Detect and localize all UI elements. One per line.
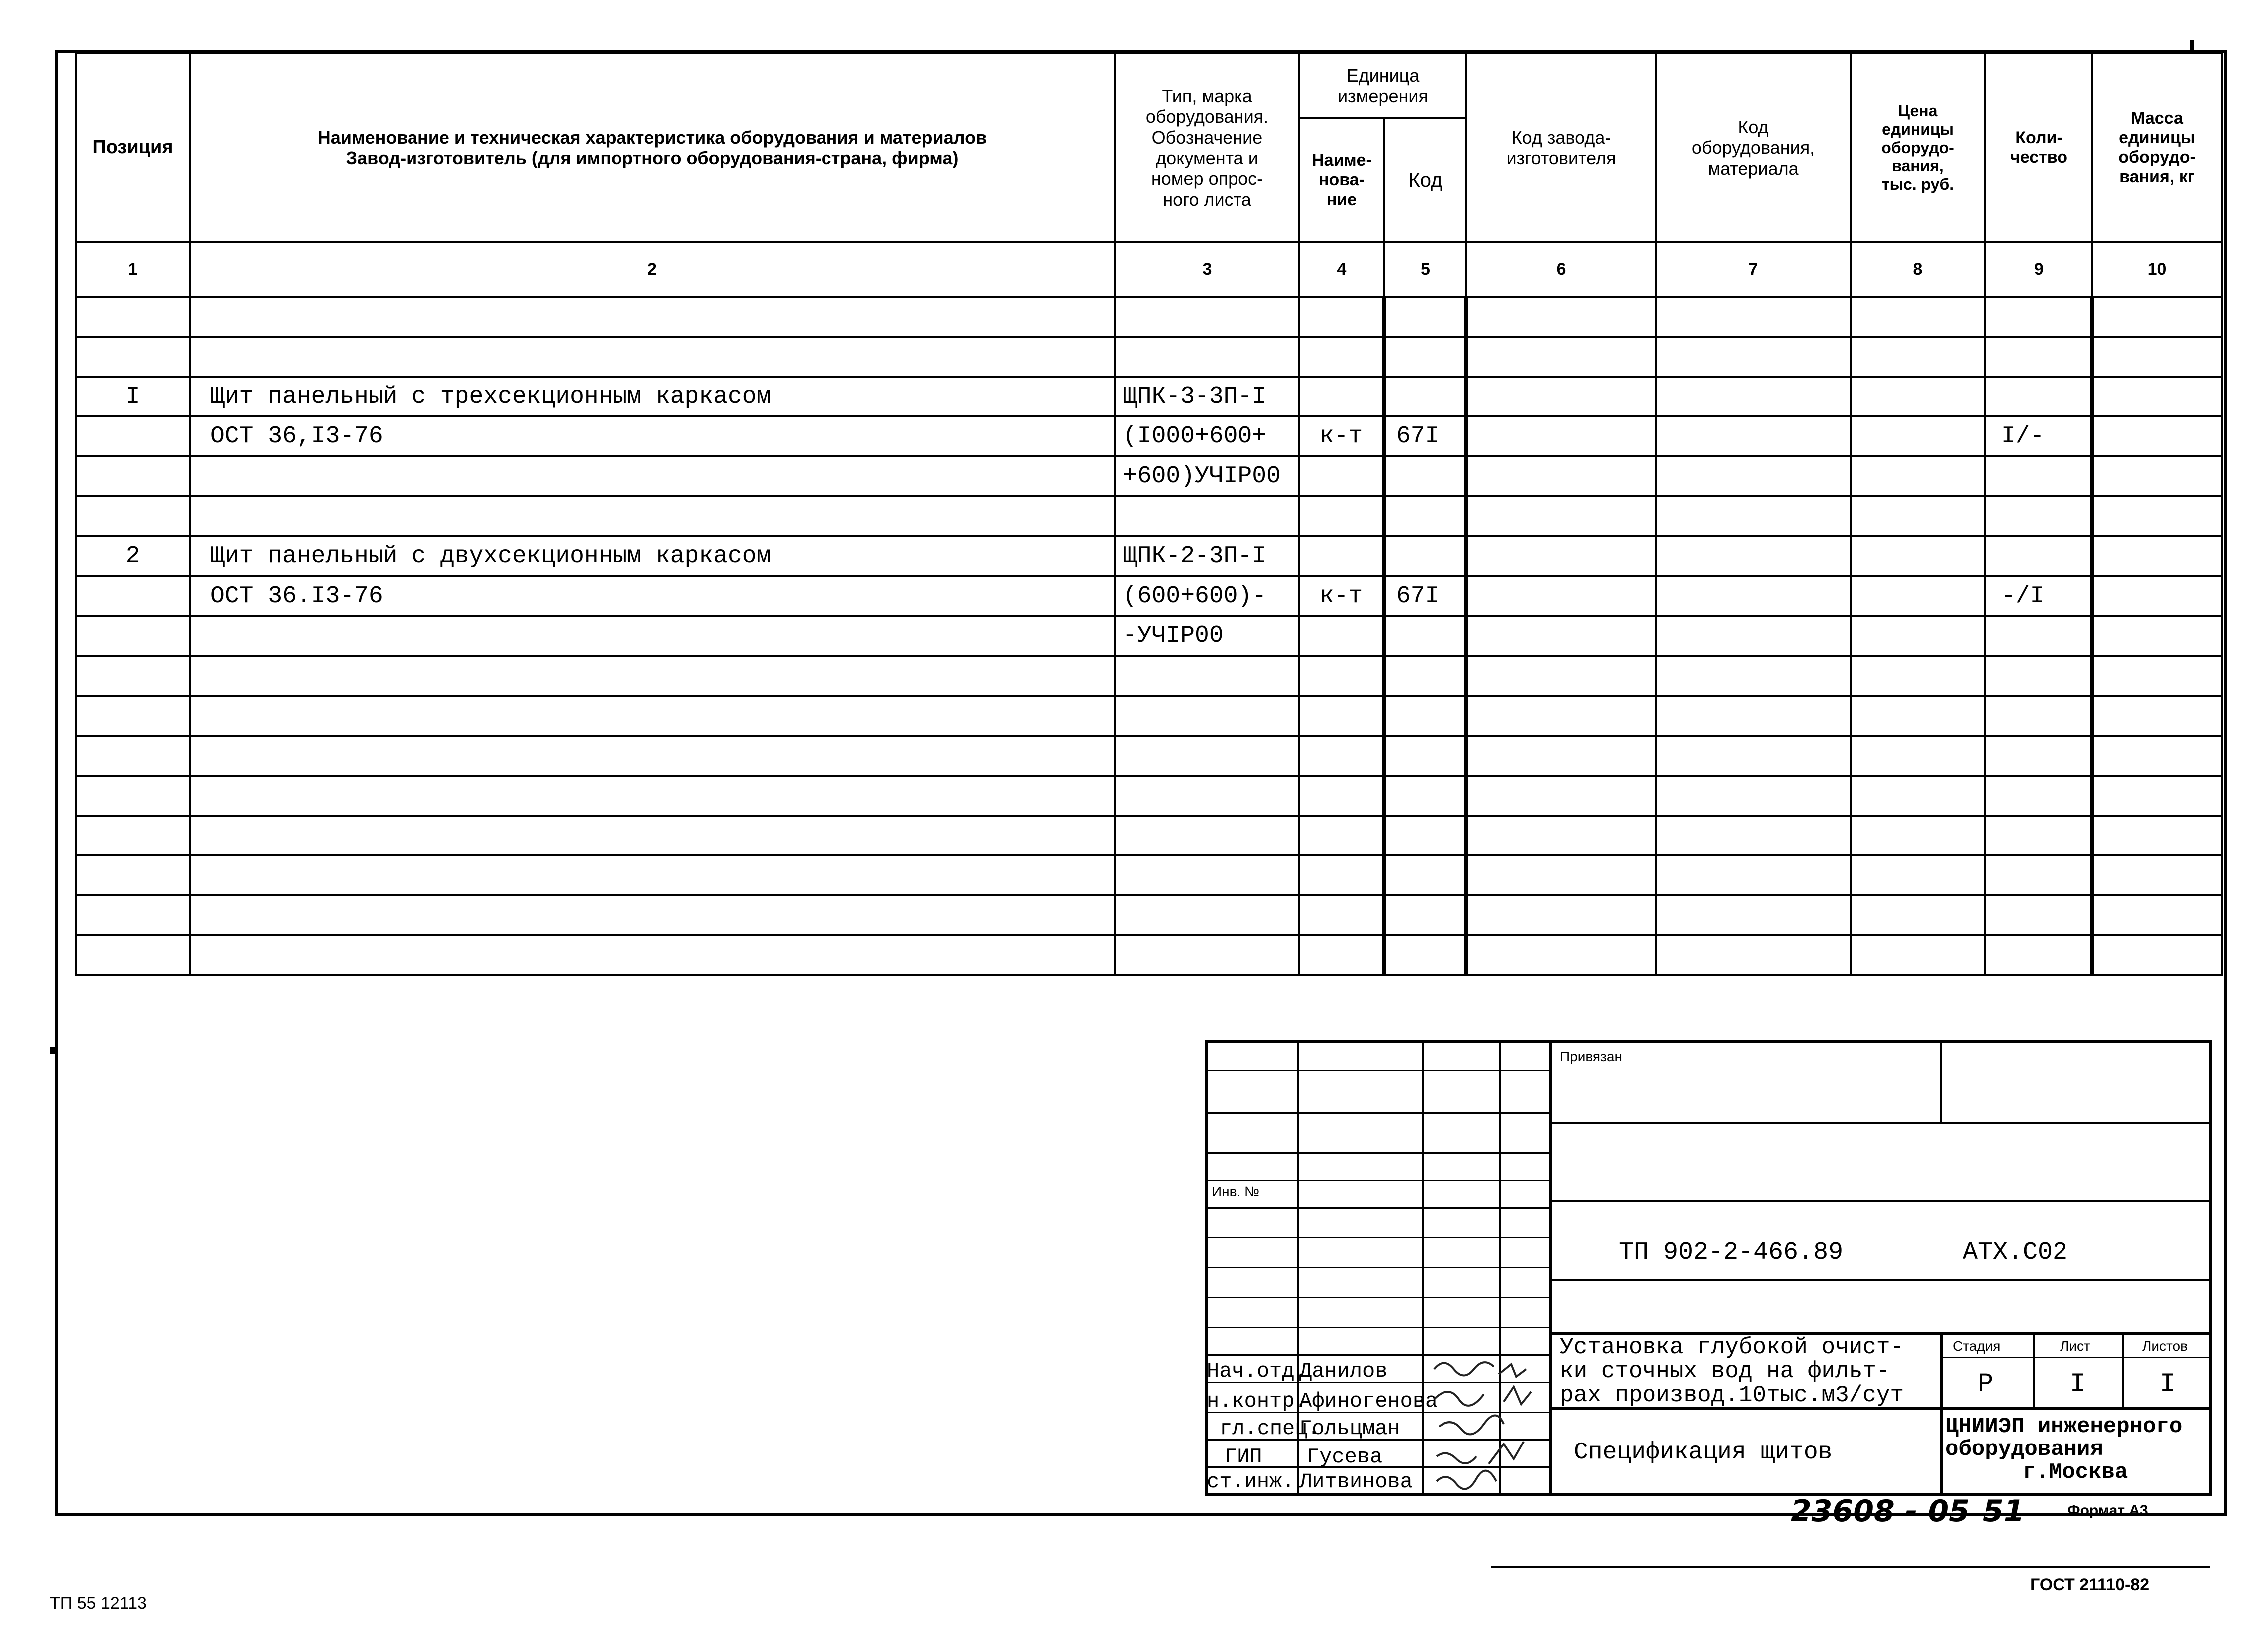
position-cell [76, 576, 190, 616]
top-right-dot [2190, 40, 2194, 52]
name-cell [190, 456, 1115, 496]
type-cell [1115, 656, 1299, 696]
column-number: 8 [1851, 242, 1985, 297]
position-cell [76, 337, 190, 377]
header-unit-code: Код [1384, 118, 1466, 242]
position-cell [76, 616, 190, 656]
factory-code-cell [1466, 496, 1656, 536]
signer-role: ст.инж. [1207, 1470, 1295, 1494]
unit-cell [1299, 895, 1384, 935]
position-cell [76, 416, 190, 456]
table-row [76, 736, 2222, 776]
factory-code-cell [1466, 816, 1656, 855]
column-number: 1 [76, 242, 190, 297]
quantity-cell [1985, 736, 2092, 776]
mass-cell [2092, 456, 2222, 496]
equipment-code-cell [1656, 656, 1851, 696]
archive-number: 23608 - 05 [1791, 1494, 1970, 1529]
price-cell [1851, 736, 1985, 776]
table-row [76, 416, 2222, 456]
name-cell [190, 736, 1115, 776]
quantity-cell [1985, 616, 2092, 656]
drawing-title: Спецификация щитов [1574, 1439, 1833, 1466]
equipment-code-cell [1656, 456, 1851, 496]
header-unit-name: Наиме- нова- ние [1299, 118, 1384, 242]
unit-code-cell [1384, 297, 1466, 337]
header-position: Позиция [76, 53, 190, 242]
gost-label: ГОСТ 21110-82 [2030, 1575, 2150, 1594]
quantity-cell [1985, 816, 2092, 855]
left-code: ТП 55 12113 [50, 1594, 147, 1613]
equipment-code-cell [1656, 576, 1851, 616]
signer-name: Гольцман [1299, 1417, 1400, 1441]
price-cell [1851, 776, 1985, 816]
unit-code-cell: 67I [1384, 416, 1466, 456]
factory-code-cell [1466, 416, 1656, 456]
unit-code-cell [1384, 736, 1466, 776]
unit-cell [1299, 736, 1384, 776]
unit-cell [1299, 616, 1384, 656]
mass-cell [2092, 895, 2222, 935]
page-number: 51 [1983, 1494, 2025, 1529]
unit-cell [1299, 935, 1384, 975]
name-cell [190, 297, 1115, 337]
bottom-rule [1491, 1566, 2210, 1568]
sheets-value: I [2160, 1369, 2176, 1399]
project-title-line: Установка глубокой очист- [1560, 1334, 1904, 1360]
factory-code-cell [1466, 895, 1656, 935]
signature-marks [1424, 1354, 1549, 1496]
table-row [76, 377, 2222, 416]
mass-cell [2092, 536, 2222, 576]
column-number: 4 [1299, 242, 1384, 297]
equipment-code-cell [1656, 855, 1851, 895]
unit-code-cell [1384, 496, 1466, 536]
column-number: 10 [2092, 242, 2222, 297]
unit-code-cell [1384, 855, 1466, 895]
equipment-code-cell [1656, 935, 1851, 975]
mass-cell [2092, 377, 2222, 416]
type-cell [1115, 855, 1299, 895]
column-number: 9 [1985, 242, 2092, 297]
equipment-code-cell [1656, 297, 1851, 337]
position-cell [76, 776, 190, 816]
specification-table [75, 52, 2223, 976]
price-cell [1851, 656, 1985, 696]
column-number: 2 [190, 242, 1115, 297]
signer-name: Данилов [1299, 1359, 1388, 1383]
stage-label: Стадия [1953, 1338, 2001, 1354]
factory-code-cell [1466, 297, 1656, 337]
mass-cell [2092, 736, 2222, 776]
name-cell [190, 935, 1115, 975]
price-cell [1851, 337, 1985, 377]
format-label: Формат А3 [2067, 1502, 2148, 1519]
type-cell [1115, 776, 1299, 816]
price-cell [1851, 416, 1985, 456]
mass-cell [2092, 297, 2222, 337]
name-cell [190, 616, 1115, 656]
mass-cell [2092, 337, 2222, 377]
project-title-line: рах производ.10тыс.м3/сут [1560, 1382, 1904, 1408]
table-row [76, 616, 2222, 656]
column-number: 6 [1466, 242, 1656, 297]
unit-code-cell [1384, 616, 1466, 656]
table-row [76, 576, 2222, 616]
unit-cell [1299, 456, 1384, 496]
unit-code-cell [1384, 337, 1466, 377]
inv-number-label: Инв. № [1212, 1184, 1260, 1199]
table-row [76, 855, 2222, 895]
sheet-label: Лист [2060, 1338, 2090, 1354]
column-number: 7 [1656, 242, 1851, 297]
price-cell [1851, 816, 1985, 855]
title-block [1205, 1040, 2212, 1496]
table-row [76, 337, 2222, 377]
table-row [76, 696, 2222, 736]
price-cell [1851, 297, 1985, 337]
equipment-code-cell [1656, 776, 1851, 816]
equipment-code-cell [1656, 696, 1851, 736]
price-cell [1851, 935, 1985, 975]
unit-cell: к-т [1299, 416, 1384, 456]
factory-code-cell [1466, 696, 1656, 736]
unit-cell: к-т [1299, 576, 1384, 616]
table-row [76, 456, 2222, 496]
quantity-cell [1985, 935, 2092, 975]
unit-code-cell [1384, 776, 1466, 816]
price-cell [1851, 496, 1985, 536]
factory-code-cell [1466, 656, 1656, 696]
sheets-label: Листов [2142, 1338, 2188, 1354]
sheet-value: I [2070, 1369, 2086, 1399]
mass-cell [2092, 935, 2222, 975]
mass-cell [2092, 855, 2222, 895]
mass-cell [2092, 776, 2222, 816]
table-row [76, 895, 2222, 935]
quantity-cell [1985, 456, 2092, 496]
header-mass: Масса единицы оборудо- вания, кг [2092, 53, 2222, 242]
signer-name: Афиногенова [1299, 1389, 1438, 1413]
unit-code-cell: 67I [1384, 576, 1466, 616]
price-cell [1851, 696, 1985, 736]
position-cell [76, 456, 190, 496]
table-row [76, 935, 2222, 975]
quantity-cell [1985, 297, 2092, 337]
type-cell [1115, 935, 1299, 975]
price-cell [1851, 576, 1985, 616]
column-number: 3 [1115, 242, 1299, 297]
header-price: Цена единицы оборудо- вания, тыс. руб. [1851, 53, 1985, 242]
price-cell [1851, 616, 1985, 656]
unit-code-cell [1384, 935, 1466, 975]
signer-role: ГИП [1225, 1445, 1262, 1469]
type-cell [1115, 816, 1299, 855]
mass-cell [2092, 696, 2222, 736]
organization-line: г.Москва [2023, 1460, 2128, 1485]
column-number: 5 [1384, 242, 1466, 297]
name-cell [190, 895, 1115, 935]
mass-cell [2092, 816, 2222, 855]
price-cell [1851, 377, 1985, 416]
name-cell [190, 816, 1115, 855]
factory-code-cell [1466, 736, 1656, 776]
quantity-cell [1985, 895, 2092, 935]
position-cell: 2 [76, 536, 190, 576]
equipment-code-cell [1656, 816, 1851, 855]
quantity-cell [1985, 776, 2092, 816]
table-row [76, 496, 2222, 536]
type-cell: +600)УЧIР00 [1115, 456, 1299, 496]
factory-code-cell [1466, 935, 1656, 975]
price-cell [1851, 456, 1985, 496]
position-cell [76, 656, 190, 696]
position-cell [76, 855, 190, 895]
signer-name: Литвинова [1299, 1470, 1413, 1494]
type-cell [1115, 337, 1299, 377]
price-cell [1851, 536, 1985, 576]
position-cell [76, 496, 190, 536]
type-cell: ЩПК-2-3П-I [1115, 536, 1299, 576]
quantity-cell [1985, 696, 2092, 736]
factory-code-cell [1466, 855, 1656, 895]
quantity-cell [1985, 377, 2092, 416]
unit-cell [1299, 696, 1384, 736]
position-cell [76, 736, 190, 776]
header-type: Тип, марка оборудования. Обозначение документа и номер опрос- ного листа [1115, 53, 1299, 242]
header-factory-code: Код завода- изготовителя [1466, 53, 1656, 242]
unit-cell [1299, 337, 1384, 377]
position-cell [76, 297, 190, 337]
name-cell: Щит панельный с двухсекционным каркасом [190, 536, 1115, 576]
equipment-code-cell [1656, 536, 1851, 576]
name-cell [190, 696, 1115, 736]
factory-code-cell [1466, 776, 1656, 816]
type-cell [1115, 895, 1299, 935]
table-row [76, 656, 2222, 696]
unit-code-cell [1384, 377, 1466, 416]
table-row [76, 536, 2222, 576]
position-cell [76, 895, 190, 935]
equipment-code-cell [1656, 895, 1851, 935]
bound-label: Привязан [1560, 1049, 1622, 1064]
header-unit-group: Единица измерения [1299, 53, 1466, 118]
quantity-cell [1985, 656, 2092, 696]
mass-cell [2092, 496, 2222, 536]
name-cell [190, 496, 1115, 536]
name-cell [190, 776, 1115, 816]
name-cell [190, 656, 1115, 696]
mass-cell [2092, 616, 2222, 656]
mass-cell [2092, 576, 2222, 616]
quantity-cell [1985, 496, 2092, 536]
quantity-cell [1985, 536, 2092, 576]
type-cell [1115, 297, 1299, 337]
organization-line: ЦНИИЭП инженерного [1945, 1414, 2183, 1439]
signer-role: гл.спец. [1220, 1417, 1320, 1441]
position-cell [76, 935, 190, 975]
quantity-cell [1985, 855, 2092, 895]
unit-code-cell [1384, 536, 1466, 576]
name-cell [190, 337, 1115, 377]
unit-cell [1299, 377, 1384, 416]
type-cell [1115, 696, 1299, 736]
unit-code-cell [1384, 456, 1466, 496]
unit-code-cell [1384, 816, 1466, 855]
equipment-code-cell [1656, 496, 1851, 536]
factory-code-cell [1466, 337, 1656, 377]
factory-code-cell [1466, 536, 1656, 576]
type-cell: (I000+600+ [1115, 416, 1299, 456]
unit-cell [1299, 496, 1384, 536]
type-cell [1115, 496, 1299, 536]
unit-cell [1299, 855, 1384, 895]
unit-code-cell [1384, 895, 1466, 935]
signer-name: Гусева [1307, 1445, 1383, 1469]
name-cell: ОСТ 36,I3-76 [190, 416, 1115, 456]
unit-code-cell [1384, 656, 1466, 696]
position-cell [76, 816, 190, 855]
unit-cell [1299, 776, 1384, 816]
type-cell: (600+600)- [1115, 576, 1299, 616]
factory-code-cell [1466, 456, 1656, 496]
name-cell: ОСТ 36.I3-76 [190, 576, 1115, 616]
mass-cell [2092, 416, 2222, 456]
equipment-code-cell [1656, 616, 1851, 656]
header-name: Наименование и техническая характеристика оборудования и материалов Завод-изготовитель (для импортного оборудования-страна, фирма) [190, 53, 1115, 242]
position-cell: I [76, 377, 190, 416]
name-cell [190, 855, 1115, 895]
header-equipment-code: Код оборудования, материала [1656, 53, 1851, 242]
equipment-code-cell [1656, 416, 1851, 456]
unit-code-cell [1384, 696, 1466, 736]
mass-cell [2092, 656, 2222, 696]
factory-code-cell [1466, 576, 1656, 616]
left-margin-tick [50, 1047, 55, 1054]
column-number-row [76, 242, 2222, 297]
type-cell [1115, 736, 1299, 776]
table-row [76, 816, 2222, 855]
position-cell [76, 696, 190, 736]
unit-cell [1299, 656, 1384, 696]
price-cell [1851, 895, 1985, 935]
factory-code-cell [1466, 616, 1656, 656]
table-row [76, 297, 2222, 337]
document-sheet-code: АТХ.С02 [1963, 1238, 2068, 1267]
factory-code-cell [1466, 377, 1656, 416]
stage-value: Р [1978, 1369, 1994, 1399]
price-cell [1851, 855, 1985, 895]
unit-cell [1299, 297, 1384, 337]
type-cell: -УЧIР00 [1115, 616, 1299, 656]
signer-role: н.контр. [1207, 1389, 1307, 1413]
quantity-cell [1985, 337, 2092, 377]
unit-cell [1299, 816, 1384, 855]
organization-line: оборудования [1945, 1437, 2103, 1462]
table-row [76, 776, 2222, 816]
project-title-line: ки сточных вод на фильт- [1560, 1358, 1890, 1384]
header-quantity: Коли- чество [1985, 53, 2092, 242]
unit-cell [1299, 536, 1384, 576]
type-cell: ЩПК-3-3П-I [1115, 377, 1299, 416]
equipment-code-cell [1656, 736, 1851, 776]
signer-role: Нач.отд. [1207, 1359, 1307, 1383]
quantity-cell: I/- [1985, 416, 2092, 456]
name-cell: Щит панельный с трехсекционным каркасом [190, 377, 1115, 416]
equipment-code-cell [1656, 377, 1851, 416]
equipment-code-cell [1656, 337, 1851, 377]
document-code: ТП 902-2-466.89 [1619, 1238, 1844, 1267]
quantity-cell: -/I [1985, 576, 2092, 616]
